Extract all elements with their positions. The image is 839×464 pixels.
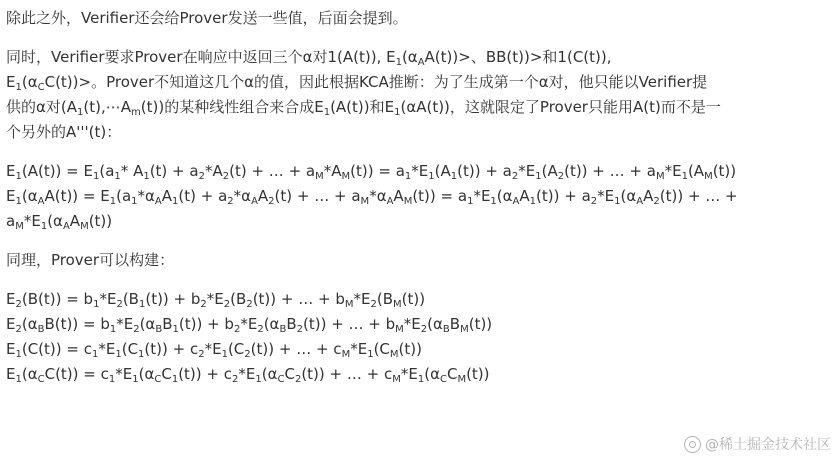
paragraph-alpha-pairs xyxy=(6,45,833,145)
equation-line: $a_M*E_1(\alpha_AA_M(t))$ xyxy=(6,212,113,232)
equation-line: $E_2(B(t)) = b_1*E_2(B_1(t)) + b_2*E_2(B_2(t))$ + … + $b_M*E_2(B_M(t))$ xyxy=(6,290,426,310)
watermark xyxy=(684,434,831,454)
equation-line: $E_2(\alpha_BB(t)) = b_1*E_2(\alpha_BB_1(t)) + b_2*E_2(\alpha_BB_2(t))$ + … + $b_M*E_2(\alpha_BB_M(t))$ xyxy=(6,315,493,335)
text-line: 个另外的A'''(t)： xyxy=(6,123,122,141)
equation-line: $E_1(\alpha_CC(t)) = c_1*E_1(\alpha_CC_1(t)) + c_2*E_1(\alpha_CC_2(t))$ + … + $c_M*E_1(\alpha_CC_M(t))$ xyxy=(6,365,490,385)
juejin-logo-icon xyxy=(684,436,701,453)
paragraph-intro: 除此之外，Verifier还会给Prover发送一些值，后面会提到。 xyxy=(6,9,408,27)
text-line: 同时，Verifier要求Prover在响应中返回三个α对1(A(t)), $E_1(\alpha_AA(t))>$、BB(t))>和1(C(t)), xyxy=(6,48,612,68)
equation-line: $E_1(A(t)) = E_1(a_1*$ $A_1(t) + a_2*A_2(t)$ + … + $a_M*A_M(t)) = a_1*E_1(A_1(t)) + a_2*E_1(A_2(t))$ + … + $a_M*E_1(A_M(t))$ xyxy=(6,162,737,182)
text-line: 供的α对$(A_1(t),\cdots A_m(t))$的某种线性组合来合成$E_1(A(t))$和$E_1(\alpha A(t))$，这就限定了Prover只能用A(t)而不是一 xyxy=(6,98,721,118)
equations-b-c xyxy=(6,287,833,387)
equation-line: $E_1(C(t)) = c_1*E_1(C_1(t)) + c_2*E_1(C_2(t))$ + … + $c_M*E_1(C_M(t))$ xyxy=(6,340,422,360)
equation-line: $E_1(\alpha_AA(t)) = E_1(a_1*\alpha_AA_1(t) + a_2*\alpha_AA_2(t)$ + … + $a_M*\alpha_AA_M(t)) = a_1*E_1(\alpha_AA_1(t)) + a_2*E_1(\alpha_AA_2(t))$ + … + xyxy=(6,187,738,207)
equations-a xyxy=(6,159,833,234)
watermark-text: @稀土掘金技术社区 xyxy=(705,437,831,453)
paragraph-similarly: 同理，Prover可以构建： xyxy=(6,251,175,269)
text-line: $E_1(\alpha_CC(t))>$。Prover不知道这几个α的值，因此根据KCA推断：为了生成第一个α对，他只能以Verifier提 xyxy=(6,73,708,93)
